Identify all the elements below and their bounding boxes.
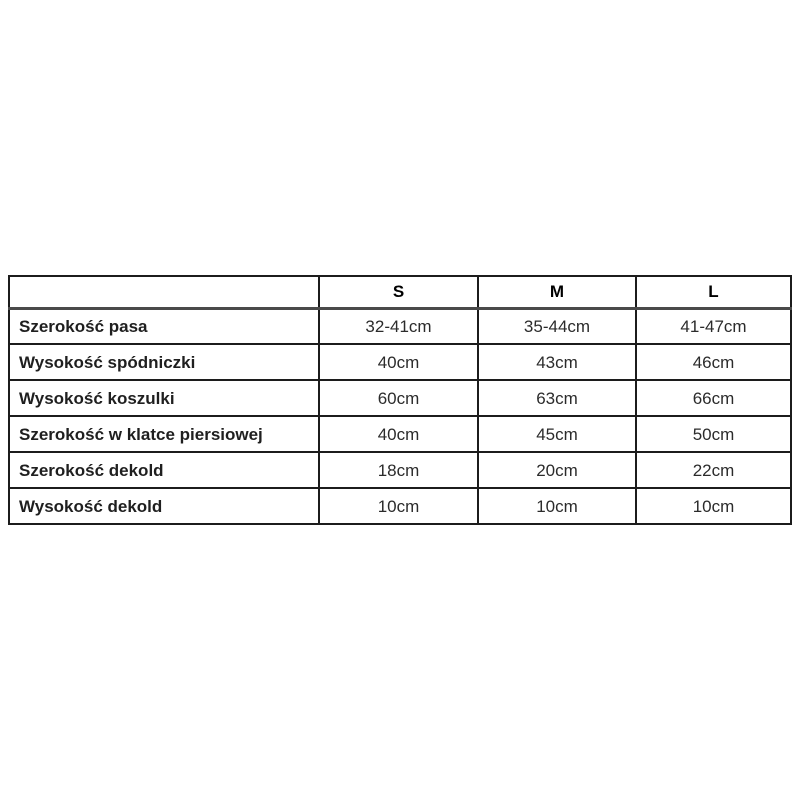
size-value-s: 32-41cm [319, 308, 478, 344]
size-value-m: 35-44cm [478, 308, 636, 344]
size-value-l: 10cm [636, 488, 791, 524]
column-header-m: M [478, 276, 636, 308]
row-szerokosc-pasa [9, 308, 791, 344]
row-label: Szerokość w klatce piersiowej [9, 416, 319, 452]
row-label: Szerokość dekold [9, 452, 319, 488]
size-value-l: 22cm [636, 452, 791, 488]
row-wysokosc-spodniczki [9, 344, 791, 380]
header-row [9, 276, 791, 308]
size-chart-table [8, 275, 792, 525]
size-value-l: 66cm [636, 380, 791, 416]
size-value-m: 45cm [478, 416, 636, 452]
size-value-l: 41-47cm [636, 308, 791, 344]
column-header-s: S [319, 276, 478, 308]
corner-cell [9, 276, 319, 308]
row-label: Wysokość dekold [9, 488, 319, 524]
size-value-s: 18cm [319, 452, 478, 488]
size-value-s: 40cm [319, 344, 478, 380]
size-value-l: 46cm [636, 344, 791, 380]
size-value-m: 43cm [478, 344, 636, 380]
row-label: Wysokość koszulki [9, 380, 319, 416]
size-value-m: 20cm [478, 452, 636, 488]
size-value-m: 63cm [478, 380, 636, 416]
row-szerokosc-w-klatce-piersiowej [9, 416, 791, 452]
size-value-l: 50cm [636, 416, 791, 452]
row-label: Wysokość spódniczki [9, 344, 319, 380]
size-value-s: 40cm [319, 416, 478, 452]
size-value-m: 10cm [478, 488, 636, 524]
row-wysokosc-koszulki [9, 380, 791, 416]
row-wysokosc-dekold [9, 488, 791, 524]
column-header-l: L [636, 276, 791, 308]
row-label: Szerokość pasa [9, 308, 319, 344]
size-value-s: 60cm [319, 380, 478, 416]
row-szerokosc-dekold [9, 452, 791, 488]
size-value-s: 10cm [319, 488, 478, 524]
